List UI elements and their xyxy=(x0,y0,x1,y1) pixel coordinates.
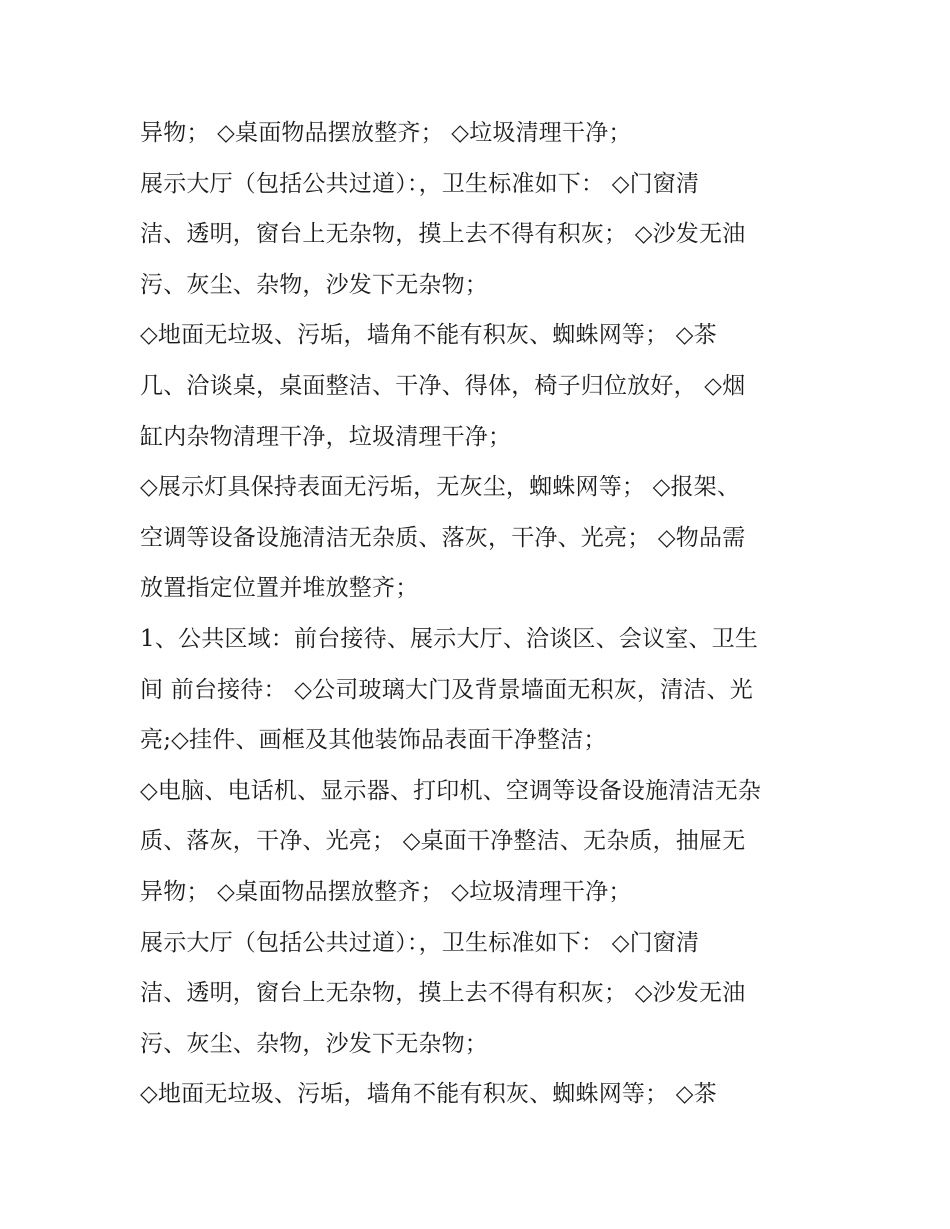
text-line: 几、洽谈桌，桌面整洁、干净、得体，椅子归位放好， ◇烟 xyxy=(140,372,746,399)
text-line: ◇地面无垃圾、污垢，墙角不能有积灰、蜘蛛网等； ◇茶 xyxy=(140,1081,717,1108)
text-line: 污、灰尘、杂物，沙发下无杂物； xyxy=(140,1030,488,1057)
text-line: 展示大厅（包括公共过道）：，卫生标准如下： ◇门窗清 xyxy=(140,929,700,956)
text-line: 亮;◇挂件、画框及其他装饰品表面干净整洁； xyxy=(140,727,607,754)
text-line: 1、公共区域：前台接待、展示大厅、洽谈区、会议室、卫生 xyxy=(140,625,759,652)
text-line: 展示大厅（包括公共过道）：，卫生标准如下： ◇门窗清 xyxy=(140,170,700,197)
text-line: 间 前台接待： ◇公司玻璃大门及背景墙面无积灰，清洁、光 xyxy=(140,676,753,703)
text-line: 缸内杂物清理干净，垃圾清理干净； xyxy=(140,423,512,450)
text-line: 异物； ◇桌面物品摆放整齐； ◇垃圾清理干净； xyxy=(140,120,632,146)
text-line: 放置指定位置并堆放整齐； xyxy=(140,575,419,602)
text-line: 污、灰尘、杂物，沙发下无杂物； xyxy=(140,271,488,298)
text-line: 异物； ◇桌面物品摆放整齐； ◇垃圾清理干净； xyxy=(140,878,632,905)
document-body xyxy=(140,108,820,1120)
text-line: ◇展示灯具保持表面无污垢，无灰尘，蜘蛛网等； ◇报架、 xyxy=(140,474,741,501)
text-line: 空调等设备设施清洁无杂质、落灰，干净、光亮； ◇物品需 xyxy=(140,524,746,551)
text-line: 质、落灰，干净、光亮； ◇桌面干净整洁、无杂质，抽屉无 xyxy=(140,828,746,855)
text-line: ◇电脑、电话机、显示器、打印机、空调等设备设施清洁无杂 xyxy=(140,777,762,804)
text-line: ◇地面无垃圾、污垢，墙角不能有积灰、蜘蛛网等； ◇茶 xyxy=(140,322,717,349)
text-line: 洁、透明，窗台上无杂物，摸上去不得有积灰； ◇沙发无油 xyxy=(140,980,746,1007)
text-line: 洁、透明，窗台上无杂物，摸上去不得有积灰； ◇沙发无油 xyxy=(140,221,746,248)
